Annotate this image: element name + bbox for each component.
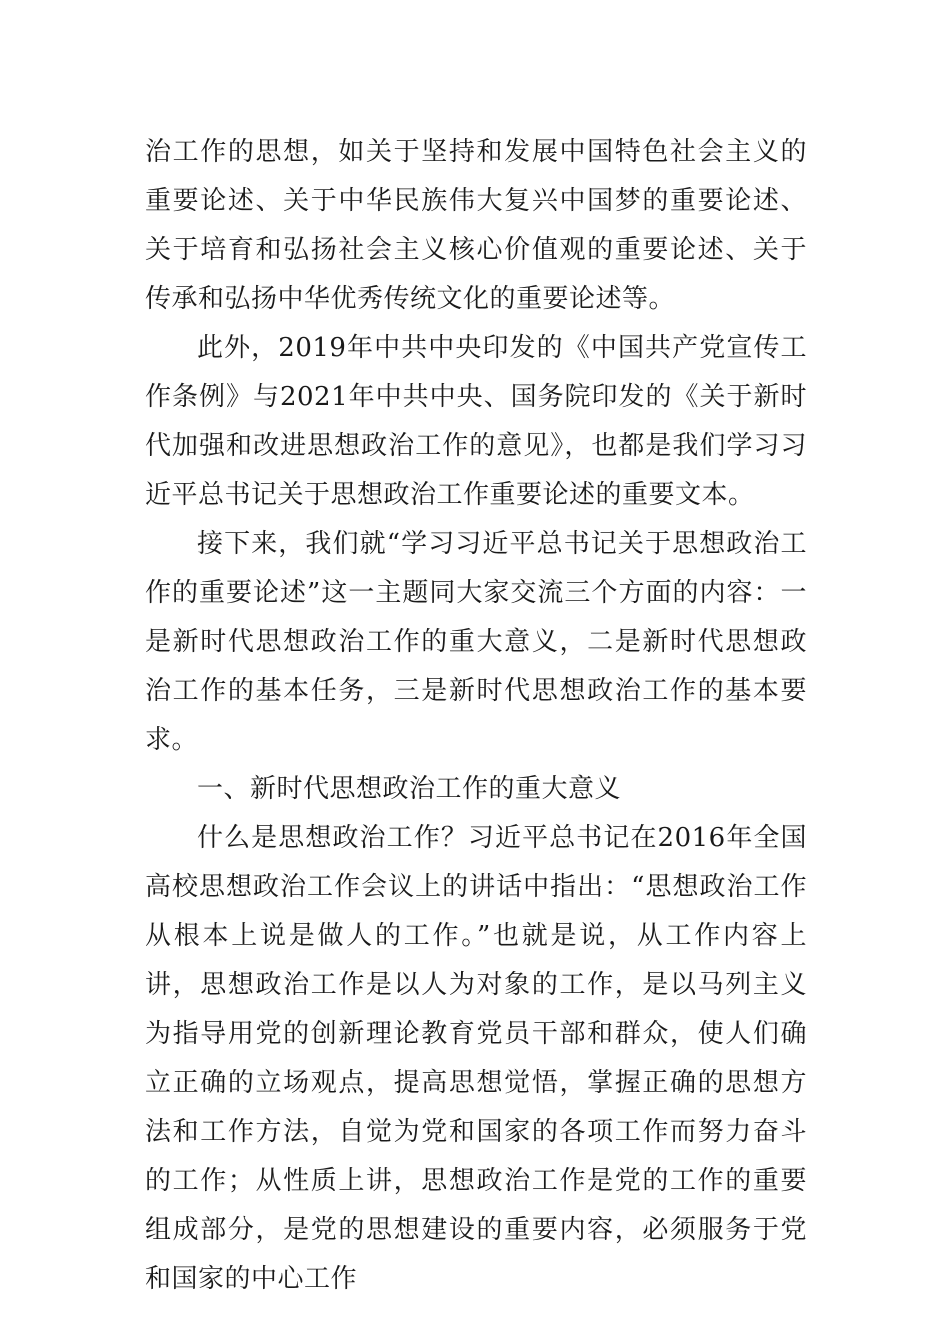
- paragraph-regulations: 此外，2019年中共中央印发的《中国共产党宣传工作条例》与2021年中共中央、国务院印发的《关于新时代加强和改进思想政治工作的意见》，也都是我们学习习近平总书记关于思想政治工作重要论述的重要文本。: [145, 333, 807, 510]
- paragraph-continuation: 治工作的思想，如关于坚持和发展中国特色社会主义的重要论述、关于中华民族伟大复兴中国梦的重要论述、关于培育和弘扬社会主义核心价值观的重要论述、关于传承和弘扬中华优秀传统文化的重要论述等。: [145, 137, 807, 314]
- section-heading: 一、新时代思想政治工作的重大意义: [197, 774, 622, 804]
- paragraph-outline: 接下来，我们就“学习习近平总书记关于思想政治工作的重要论述”这一主题同大家交流三个方面的内容：一是新时代思想政治工作的重大意义，二是新时代思想政治工作的基本任务，三是新时代思想政治工作的基本要求。: [145, 529, 807, 755]
- document-body: [145, 128, 807, 1304]
- paragraph-definition: 什么是思想政治工作？习近平总书记在2016年全国高校思想政治工作会议上的讲话中指出：“思想政治工作从根本上说是做人的工作。”也就是说，从工作内容上讲，思想政治工作是以人为对象的工作，是以马列主义为指导用党的创新理论教育党员干部和群众，使人们确立正确的立场观点，提高思想觉悟，掌握正确的思想方法和工作方法，自觉为党和国家的各项工作而努力奋斗的工作；从性质上讲，思想政治工作是党的工作的重要组成部分，是党的思想建设的重要内容，必须服务于党和国家的中心工作: [145, 823, 807, 1294]
